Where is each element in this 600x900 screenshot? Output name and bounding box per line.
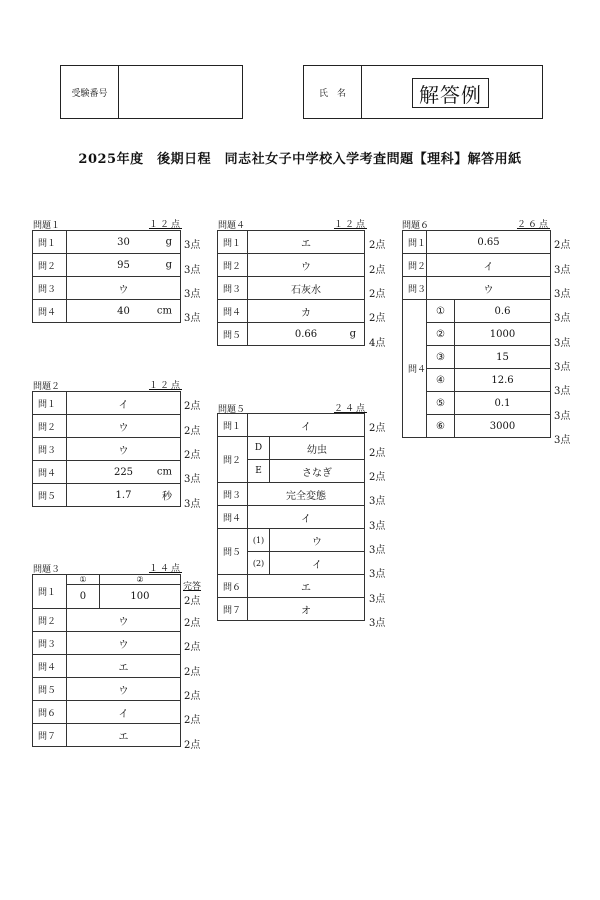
points-label: 3点 bbox=[554, 313, 571, 324]
answer-cell: オ bbox=[248, 598, 365, 621]
answer-unit: cm bbox=[156, 305, 172, 317]
answer-cell: エ bbox=[248, 575, 365, 598]
answer-value: 40 bbox=[117, 305, 130, 317]
sub-label: ⑤ bbox=[427, 392, 455, 415]
answer-cell: 完全変態 bbox=[248, 483, 365, 506]
answer-cell: 0.6 bbox=[455, 300, 551, 323]
points-label: 3点 bbox=[554, 362, 571, 373]
table-row bbox=[33, 254, 181, 277]
question-label: 問２ bbox=[33, 415, 67, 438]
table-row bbox=[33, 484, 181, 507]
answer-value: 30 bbox=[117, 236, 130, 248]
sub-label: (1) bbox=[248, 529, 270, 552]
points-label: 2点 bbox=[184, 691, 201, 702]
question-label: 問１ bbox=[403, 231, 427, 254]
table-row bbox=[403, 231, 551, 254]
sub-label: ④ bbox=[427, 369, 455, 392]
answer-cell: イ bbox=[270, 552, 365, 575]
table-row bbox=[33, 701, 181, 724]
answer-cell bbox=[248, 300, 365, 323]
question-label: 問４ bbox=[33, 655, 67, 678]
sub-label: (2) bbox=[248, 552, 270, 575]
answer-cell bbox=[67, 392, 181, 415]
answer-cell: ウ bbox=[427, 277, 551, 300]
group1-table bbox=[32, 230, 181, 323]
answer-cell bbox=[248, 231, 365, 254]
answer-unit: g bbox=[165, 236, 172, 248]
table-row bbox=[33, 678, 181, 701]
group1-title: 問題１ bbox=[33, 221, 61, 231]
points-label: 2点 bbox=[184, 450, 201, 461]
points-label: 2点 bbox=[184, 401, 201, 412]
question-label: 問１ bbox=[218, 231, 248, 254]
question-label: 問５ bbox=[33, 678, 67, 701]
answer-cell: イ bbox=[427, 254, 551, 277]
sub-label: E bbox=[248, 460, 270, 483]
group4-table bbox=[217, 230, 365, 346]
points-label: 2点 bbox=[184, 642, 201, 653]
answer-cell: ウ bbox=[67, 678, 181, 701]
sub-label: ③ bbox=[427, 346, 455, 369]
group4-points: １２点 bbox=[333, 220, 367, 230]
question-label: 問３ bbox=[218, 277, 248, 300]
sub-label: ② bbox=[427, 323, 455, 346]
table-row bbox=[218, 529, 365, 552]
question-label: 問１ bbox=[33, 392, 67, 415]
name-label: 氏 名 bbox=[304, 66, 362, 118]
points-label: 2点 bbox=[369, 423, 386, 434]
question-label: 問６ bbox=[33, 701, 67, 724]
points-label: 3点 bbox=[554, 386, 571, 397]
table-row bbox=[403, 277, 551, 300]
question-label: 問４ bbox=[218, 506, 248, 529]
answer-cell bbox=[67, 461, 181, 484]
answer-cell: 15 bbox=[455, 346, 551, 369]
answer-cell: ウ bbox=[67, 609, 181, 632]
points-label: 3点 bbox=[184, 313, 201, 324]
answer-cell: イ bbox=[248, 414, 365, 437]
points-label: 2点 bbox=[369, 240, 386, 251]
sub-label: ① bbox=[427, 300, 455, 323]
points-label: 3点 bbox=[369, 496, 386, 507]
sub-header-2: ② bbox=[99, 575, 180, 585]
points-label: 3点 bbox=[554, 435, 571, 446]
points-label: 3点 bbox=[184, 240, 201, 251]
table-row bbox=[33, 655, 181, 678]
question-label: 問２ bbox=[218, 437, 248, 483]
group2-points: １２点 bbox=[148, 381, 182, 391]
answer-cell: エ bbox=[67, 655, 181, 678]
sub-header-1: ① bbox=[67, 575, 100, 585]
points-label: 3点 bbox=[184, 474, 201, 485]
group6-table bbox=[402, 230, 551, 438]
table-row bbox=[33, 231, 181, 254]
answer-cell bbox=[67, 254, 181, 277]
answer-unit: g bbox=[165, 259, 172, 271]
question-label: 問４ bbox=[403, 300, 427, 438]
table-row bbox=[218, 437, 365, 460]
question-label: 問４ bbox=[33, 461, 67, 484]
group3-title: 問題３ bbox=[33, 565, 61, 575]
question-label: 問３ bbox=[33, 277, 67, 300]
question-label: 問２ bbox=[33, 254, 67, 277]
answer-cell bbox=[67, 277, 181, 300]
answer-cell bbox=[67, 231, 181, 254]
answer-value: ウ bbox=[118, 284, 129, 296]
answer-value: 225 bbox=[113, 466, 134, 478]
table-row bbox=[218, 231, 365, 254]
group1-points: １２点 bbox=[148, 220, 182, 230]
answer-cell bbox=[67, 484, 181, 507]
points-label: 3点 bbox=[184, 265, 201, 276]
question-label: 問７ bbox=[33, 724, 67, 747]
question-label: 問３ bbox=[33, 632, 67, 655]
table-row bbox=[218, 323, 365, 346]
answer-value: 1.7 bbox=[115, 489, 132, 501]
points-label: 2点 bbox=[369, 448, 386, 459]
complete-answer-label: 完答 bbox=[183, 582, 202, 592]
points-label: 2点 bbox=[369, 313, 386, 324]
table-row bbox=[218, 483, 365, 506]
answer-cell bbox=[67, 438, 181, 461]
question-label: 問２ bbox=[33, 609, 67, 632]
answer-value: 0.66 bbox=[294, 328, 318, 340]
table-row bbox=[33, 632, 181, 655]
points-label: 2点 bbox=[554, 240, 571, 251]
question-label: 問４ bbox=[218, 300, 248, 323]
table-row bbox=[33, 300, 181, 323]
answer-cell-1: 0 bbox=[67, 585, 100, 609]
answer-unit: g bbox=[349, 328, 356, 340]
points-label: 3点 bbox=[369, 594, 386, 605]
answer-cell: 幼虫 bbox=[270, 437, 365, 460]
question-label: 問１ bbox=[33, 575, 67, 609]
question-label: 問５ bbox=[33, 484, 67, 507]
points-label: 2点 bbox=[369, 289, 386, 300]
table-row bbox=[218, 414, 365, 437]
answer-value: ウ bbox=[301, 261, 311, 273]
table-row bbox=[33, 575, 181, 585]
answer-cell bbox=[67, 300, 181, 323]
group4-title: 問題４ bbox=[218, 221, 246, 231]
answer-cell: 1000 bbox=[455, 323, 551, 346]
table-row bbox=[403, 254, 551, 277]
answer-value: カ bbox=[301, 307, 311, 319]
group5-title: 問題５ bbox=[218, 405, 246, 415]
answer-cell: 0.1 bbox=[455, 392, 551, 415]
answer-value: イ bbox=[118, 399, 129, 411]
answer-cell-2: 100 bbox=[99, 585, 180, 609]
table-row bbox=[33, 277, 181, 300]
points-label: 3点 bbox=[184, 499, 201, 510]
answer-cell: ウ bbox=[270, 529, 365, 552]
points-label: 2点 bbox=[369, 265, 386, 276]
answer-cell bbox=[248, 323, 365, 346]
question-label: 問１ bbox=[218, 414, 248, 437]
question-label: 問３ bbox=[33, 438, 67, 461]
points-label: 3点 bbox=[369, 521, 386, 532]
question-label: 問７ bbox=[218, 598, 248, 621]
table-row bbox=[33, 415, 181, 438]
question-label: 問４ bbox=[33, 300, 67, 323]
points-label: 2点 bbox=[184, 426, 201, 437]
group2-title: 問題２ bbox=[33, 382, 61, 392]
points-label: 3点 bbox=[554, 265, 571, 276]
sub-label: D bbox=[248, 437, 270, 460]
table-row bbox=[33, 461, 181, 484]
answer-value: ウ bbox=[118, 445, 129, 457]
answer-cell bbox=[67, 415, 181, 438]
answer-unit: cm bbox=[156, 466, 172, 478]
answer-cell: 12.6 bbox=[455, 369, 551, 392]
answer-cell: イ bbox=[248, 506, 365, 529]
points-label: 2点 bbox=[184, 596, 201, 607]
answer-cell: さなぎ bbox=[270, 460, 365, 483]
group3-table bbox=[32, 574, 181, 747]
table-row bbox=[218, 506, 365, 529]
points-label: 2点 bbox=[184, 715, 201, 726]
answer-unit: 秒 bbox=[162, 491, 172, 503]
answer-cell bbox=[248, 277, 365, 300]
group2-table bbox=[32, 391, 181, 507]
question-label: 問３ bbox=[403, 277, 427, 300]
answer-cell: 3000 bbox=[455, 415, 551, 438]
question-label: 問１ bbox=[33, 231, 67, 254]
points-label: 3点 bbox=[554, 411, 571, 422]
group6-points: ２６点 bbox=[516, 220, 550, 230]
table-row bbox=[403, 300, 551, 323]
table-row bbox=[218, 254, 365, 277]
answer-value: 石灰水 bbox=[291, 284, 321, 296]
answer-cell: エ bbox=[67, 724, 181, 747]
table-row bbox=[218, 277, 365, 300]
answer-cell: イ bbox=[67, 701, 181, 724]
table-row bbox=[33, 392, 181, 415]
answer-value: エ bbox=[301, 238, 311, 250]
table-row bbox=[218, 300, 365, 323]
question-label: 問６ bbox=[218, 575, 248, 598]
exam-number-box bbox=[60, 65, 243, 119]
points-label: 3点 bbox=[369, 569, 386, 580]
question-label: 問３ bbox=[218, 483, 248, 506]
table-row bbox=[218, 575, 365, 598]
question-label: 問２ bbox=[403, 254, 427, 277]
answer-value: ウ bbox=[118, 422, 129, 434]
answer-cell: ウ bbox=[67, 632, 181, 655]
name-box bbox=[303, 65, 543, 119]
points-label: 2点 bbox=[184, 667, 201, 678]
exam-number-label: 受験番号 bbox=[61, 66, 119, 118]
question-label: 問５ bbox=[218, 323, 248, 346]
group5-table bbox=[217, 413, 365, 621]
points-label: 3点 bbox=[554, 289, 571, 300]
answer-cell bbox=[248, 254, 365, 277]
table-row bbox=[33, 438, 181, 461]
question-label: 問２ bbox=[218, 254, 248, 277]
group6-title: 問題６ bbox=[402, 221, 430, 231]
table-row bbox=[218, 598, 365, 621]
points-label: 3点 bbox=[369, 545, 386, 556]
points-label: 4点 bbox=[369, 338, 386, 349]
page-title: 2025年度 後期日程 同志社女子中学校入学考査問題【理科】解答用紙 bbox=[78, 152, 522, 167]
points-label: 3点 bbox=[184, 289, 201, 300]
question-label: 問５ bbox=[218, 529, 248, 575]
points-label: 3点 bbox=[554, 338, 571, 349]
points-label: 2点 bbox=[184, 618, 201, 629]
answer-value: 95 bbox=[117, 259, 130, 271]
points-label: 2点 bbox=[184, 740, 201, 751]
points-label: 3点 bbox=[369, 618, 386, 629]
table-row bbox=[33, 609, 181, 632]
group5-points: ２４点 bbox=[333, 404, 367, 414]
points-label: 2点 bbox=[369, 472, 386, 483]
group3-points: １４点 bbox=[148, 564, 182, 574]
table-row bbox=[33, 724, 181, 747]
answer-stamp: 解答例 bbox=[412, 78, 489, 108]
sub-label: ⑥ bbox=[427, 415, 455, 438]
answer-cell: 0.65 bbox=[427, 231, 551, 254]
